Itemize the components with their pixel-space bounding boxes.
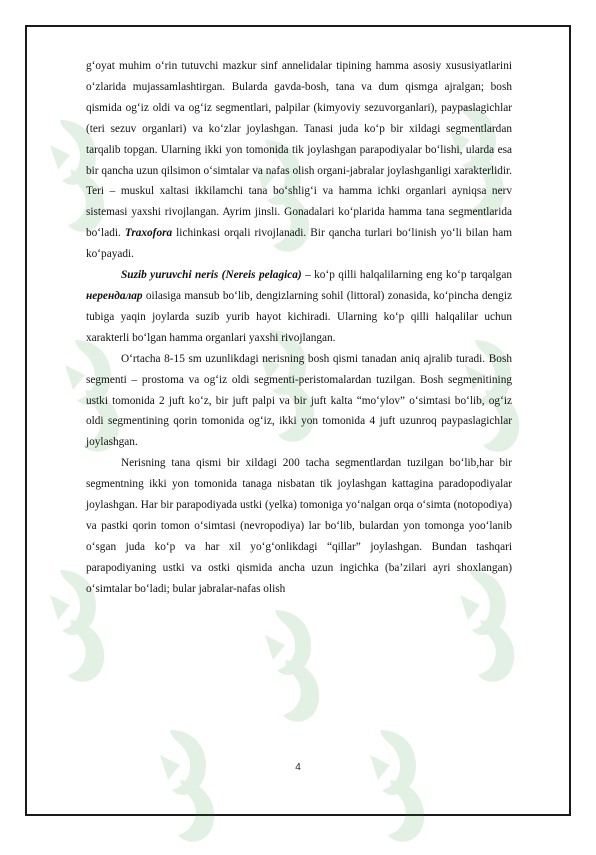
paragraph-1 xyxy=(86,56,512,265)
paragraph-4 xyxy=(86,453,512,599)
leaf-logo-watermark-icon xyxy=(360,720,440,850)
page-number: 4 xyxy=(295,762,301,773)
paragraph-2 xyxy=(86,265,512,349)
text-segment: lichinkasi orqali rivojlanadi. Bir qancha turlari bo‘linish yo‘li bilan ham ko‘payadi. xyxy=(86,227,512,261)
text-segment: нерендалар xyxy=(86,289,143,302)
paragraph-3 xyxy=(86,349,512,454)
text-segment: – ko‘p qilli halqalilarning eng ko‘p tarqalgan xyxy=(301,269,512,282)
text-segment: Suzib yuruvchi neris (Nereis pelagica) xyxy=(121,269,302,282)
text-segment: Nerisning tana qismi bir xildagi 200 tacha segmentlardan tuzilgan bo‘lib,har bir segmentning ikki yon tomonida tanaga nisbatan tik joylashgan kattagina paradopodiyalar joylashgan. Har bir parapodiyada ustki (yelka) tomoniga yo‘nalgan orqa o‘simta (notopodiya) va pastki qorin tomon o‘simtasi (nevropodiya) lar bo‘lib, bulardan yon tomonga yoo‘lanib o‘sgan juda ko‘p va har xil yo‘g‘onlikdagi “qillar” joylashgan. Bundan tashqari parapodiyaning ustki va ostki qismida ancha uzun ingichka (ba’zilari ayri shoxlangan) o‘simtalar bo‘ladi; bular jabralar-nafas olish xyxy=(86,457,512,595)
text-segment: oilasiga mansub bo‘lib, dengizlarning sohil (littoral) zonasida, ko‘pincha dengiz tubiga yaqin joylarda suzib yurib hayot kichiradi. Ularning ko‘p qilli halqalilar uchun xarakterli bo‘lgan hamma organlari yaxshi rivojlangan. xyxy=(86,289,512,344)
leaf-logo-watermark-icon xyxy=(255,600,335,730)
leaf-logo-watermark-icon xyxy=(150,720,230,850)
text-segment: Traxofora xyxy=(124,227,173,240)
text-segment: O‘rtacha 8-15 sm uzunlikdagi nerisning bosh qismi tanadan aniq ajralib turadi. Bosh segmenti – prostoma va og‘iz oldi segmenti-peristomalardan tuzilgan. Bosh segmenitining ustki tomonida 2 juft ko‘z, bir juft palpi va bir juft kalta “mo‘ylov” o‘simtasi bo‘lib, og‘iz oldi segmentining qorin tomonida og‘iz, ikki yon tomonida 4 juft uzunroq paypaslagichlar joylashgan. xyxy=(86,352,512,449)
text-segment: g‘oyat muhim o‘rin tutuvchi mazkur sinf annelidalar tipining hamma asosiy xususiyatlarini o‘zlarida mujassamlashtirgan. Bularda gavda-bosh, tana va dum qismga ajralgan; bosh qismida og‘iz oldi va og‘iz segmentlari, palpilar (kimyoviy sezuvorganlari), paypaslagichlar (teri sezuv organlari) va ko‘zlar joylashgan. Tanasi juda ko‘p bir xildagi segmentlardan tarqalib topgan. Ularning ikki yon tomonida tik joylashgan parapodiyalar bo‘lishi, ularda esa bir qancha uzun qilsimon o‘simtalar va nafas olish organi-jabralar joylashganligi xarakterlidir. Teri – muskul xaltasi ikkilamchi tana bo‘shlig‘i va hamma ichki organlari ayniqsa nerv sistemasi yaxshi rivojlangan. Ayrim jinsli. Gonadalari ko‘plarida hamma tana segmentlarida bo‘ladi. xyxy=(86,60,512,240)
document-body xyxy=(86,56,512,600)
